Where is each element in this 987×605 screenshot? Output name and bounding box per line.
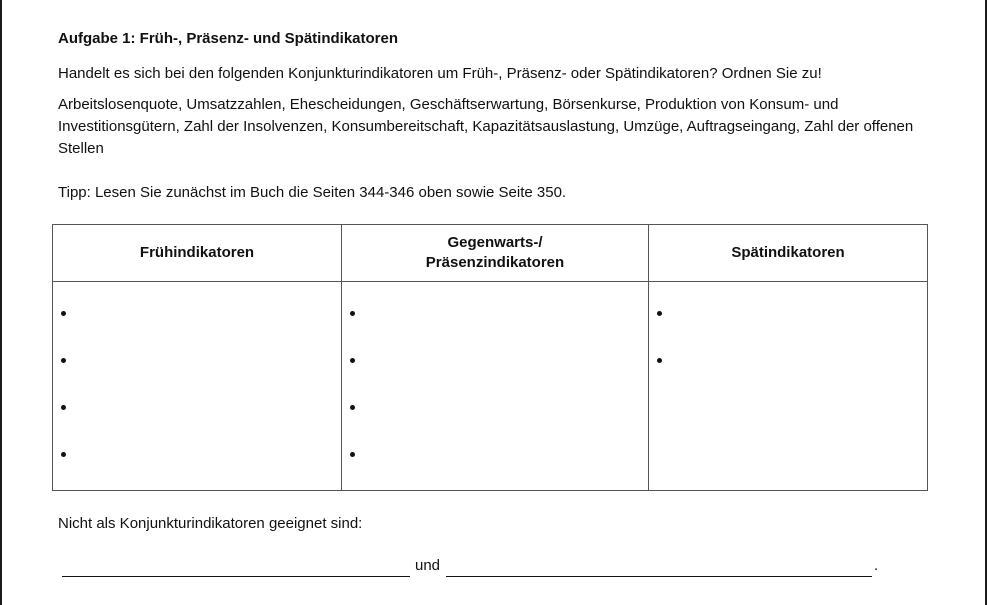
cell-praesenzindikatoren[interactable] [342,282,649,491]
header-praesenzindikatoren [342,225,649,282]
header-fruehindikatoren [53,225,342,282]
bullet-item[interactable] [657,302,927,349]
task-instruction: Handelt es sich bei den folgenden Konjunkturindikatoren um Früh-, Präsenz- oder Spätindikatoren? Ordnen Sie zu! [58,65,822,82]
header-praesenzindikatoren-line1: Gegenwarts-/ [447,234,543,251]
conjunction-und: und [415,557,441,574]
header-spaetindikatoren [649,225,928,282]
indicator-table [52,224,928,491]
bullet-item[interactable] [350,396,648,443]
bullet-item[interactable] [61,396,341,443]
header-praesenzindikatoren-line2: Präsenzindikatoren [425,254,565,271]
bullet-list-fruehindikatoren [53,282,341,490]
answer-blank-1[interactable] [62,556,410,577]
bullet-item[interactable] [61,349,341,396]
not-suitable-label: Nicht als Konjunkturindikatoren geeignet sind: [58,515,363,532]
bullet-list-praesenzindikatoren [342,282,648,490]
answer-blank-2[interactable] [446,556,872,577]
cell-spaetindikatoren[interactable] [649,282,928,491]
bullet-item[interactable] [61,443,341,490]
bullet-list-spaetindikatoren [649,282,927,396]
header-spaetindikatoren-label: Spätindikatoren [731,244,845,261]
page-border-left [0,0,2,605]
end-punctuation: . [874,557,879,574]
table-answer-row [53,282,928,491]
bullet-item[interactable] [350,349,648,396]
indicator-list: Arbeitslosenquote, Umsatzzahlen, Ehescheidungen, Geschäftserwartung, Börsenkurse, Produktion von Konsum- und Investitionsgütern, Zahl der Insolvenzen, Konsumbereitschaft, Kapazitätsauslastung, Umzüge, Auftragseingang, Zahl der offenen Stellen [58,96,914,157]
bullet-item[interactable] [657,349,927,396]
header-fruehindikatoren-label: Frühindikatoren [139,244,255,261]
bullet-item[interactable] [61,302,341,349]
bullet-item[interactable] [350,302,648,349]
cell-fruehindikatoren[interactable] [53,282,342,491]
bullet-item[interactable] [350,443,648,490]
table-header-row [53,225,928,282]
task-title: Aufgabe 1: Früh-, Präsenz- und Spätindikatoren [58,30,399,47]
reading-tip: Tipp: Lesen Sie zunächst im Buch die Seiten 344-346 oben sowie Seite 350. [58,184,567,201]
